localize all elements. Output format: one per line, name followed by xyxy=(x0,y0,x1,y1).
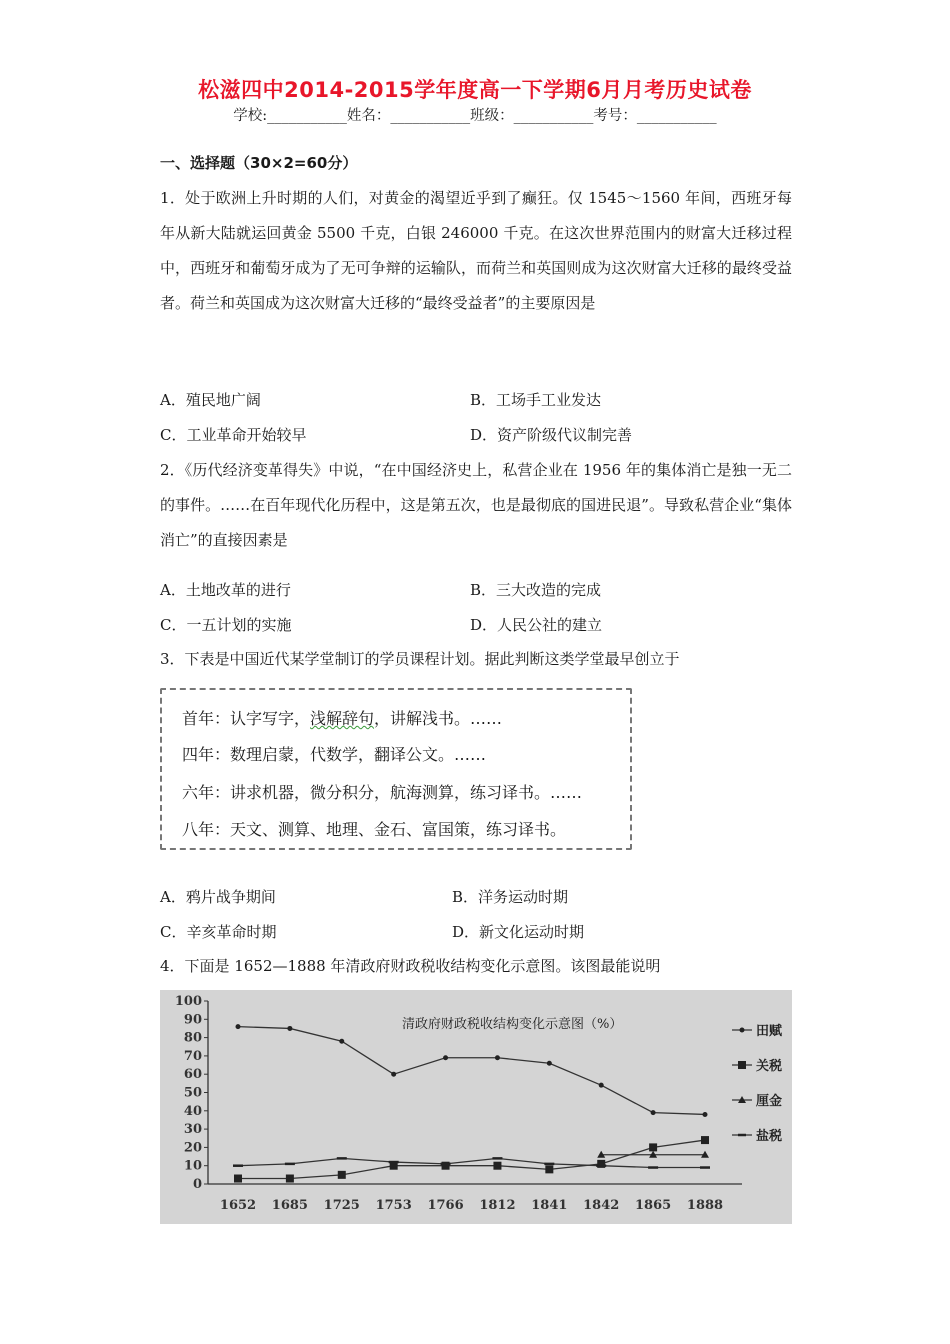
x-tick-label: 1842 xyxy=(583,1198,620,1213)
data-point xyxy=(234,1175,242,1183)
legend-label: 关税 xyxy=(756,1059,783,1074)
x-tick-label: 1725 xyxy=(323,1198,360,1213)
data-point xyxy=(495,1055,500,1060)
data-point xyxy=(545,1165,553,1173)
y-tick-label: 40 xyxy=(183,1103,202,1119)
y-tick-label: 30 xyxy=(183,1122,202,1138)
legend-label: 厘金 xyxy=(756,1094,783,1109)
data-point xyxy=(547,1061,552,1066)
series-line-2 xyxy=(238,1140,705,1178)
curriculum-year-1-part2: 浅解辞句 xyxy=(310,709,375,728)
curriculum-table xyxy=(160,688,632,850)
data-point xyxy=(339,1039,344,1044)
x-tick-label: 1812 xyxy=(479,1198,516,1213)
q1-option-d: D．资产阶级代议制完善 xyxy=(470,426,633,444)
y-tick-label: 10 xyxy=(183,1158,202,1174)
x-tick-label: 1685 xyxy=(271,1198,308,1213)
q2-stem: 2．《历代经济变革得失》中说，“在中国经济史上，私营企业在 1956 年的集体消亡是独一无二的事件。……在百年现代化历程中，这是第五次，也是最彻底的国进民退”。导致私营企业“集体消亡”的直接因素是 xyxy=(160,461,792,549)
x-tick-label: 1766 xyxy=(427,1198,464,1213)
data-point xyxy=(443,1055,448,1060)
q1-option-b: B．工场手工业发达 xyxy=(470,391,602,409)
q2-option-b: B．三大改造的完成 xyxy=(470,581,602,599)
y-tick-label: 20 xyxy=(183,1140,202,1156)
y-tick-label: 70 xyxy=(183,1048,202,1064)
data-point xyxy=(701,1136,709,1144)
q1-stem: 1．处于欧洲上升时期的人们，对黄金的渴望近乎到了癫狂。仅 1545～1560 年间，西班牙每年从新大陆就运回黄金 5500 千克，白银 246000 千克。在这次世界范围内的财富大迁移过程中，西班牙和葡萄牙成为了无可争辩的运输队，而荷兰和英国则成为这次财富大迁移的最终受益者。荷兰和英国成为这次财富大迁移的“最终受益者”的主要原因是 xyxy=(160,189,792,312)
x-tick-label: 1652 xyxy=(219,1198,257,1213)
data-point xyxy=(391,1072,396,1077)
series-line-1 xyxy=(238,1027,705,1115)
q2-option-a: A．土地改革的进行 xyxy=(160,581,291,599)
y-tick-label: 80 xyxy=(183,1030,202,1046)
curriculum-year-1-part1: 首年：认字写字， xyxy=(182,709,311,728)
curriculum-year-1 xyxy=(182,706,502,729)
q3-option-b: B．洋务运动时期 xyxy=(452,888,569,906)
legend-marker xyxy=(740,1028,745,1033)
tax-structure-chart-svg xyxy=(160,990,792,1224)
y-tick-label: 50 xyxy=(183,1085,202,1101)
data-point xyxy=(599,1083,604,1088)
legend-marker xyxy=(738,1061,746,1069)
legend-label: 田赋 xyxy=(756,1024,783,1039)
q2-option-c: C．一五计划的实施 xyxy=(160,616,292,634)
y-tick-label: 0 xyxy=(192,1177,202,1192)
x-tick-label: 1753 xyxy=(375,1198,412,1213)
curriculum-year-8: 八年：天文、测算、地理、金石、富国策，练习译书。 xyxy=(182,820,567,839)
curriculum-year-1-part3: ，讲解浅书。…… xyxy=(374,709,503,728)
y-tick-label: 60 xyxy=(183,1067,202,1083)
curriculum-year-4: 四年：数理启蒙，代数学，翻译公文。…… xyxy=(182,745,487,764)
data-point xyxy=(287,1026,292,1031)
y-tick-label: 100 xyxy=(174,994,202,1009)
legend-label: 盐税 xyxy=(756,1129,783,1144)
y-tick-label: 90 xyxy=(183,1012,202,1028)
q3-stem: 3．下表是中国近代某学堂制订的学员课程计划。据此判断这类学堂最早创立于 xyxy=(160,650,680,668)
q2-option-d: D．人民公社的建立 xyxy=(470,616,603,634)
data-point xyxy=(286,1175,294,1183)
data-point xyxy=(493,1162,501,1170)
data-point xyxy=(703,1112,708,1117)
q1-option-c: C．工业革命开始较早 xyxy=(160,426,307,444)
data-point xyxy=(236,1024,241,1029)
tax-structure-chart xyxy=(160,990,792,1224)
data-point xyxy=(338,1171,346,1179)
q3-option-a: A．鸦片战争期间 xyxy=(160,888,276,906)
section-heading: 一、选择题（30×2=60分） xyxy=(160,154,358,172)
page-title: 松滋四中2014-2015学年度高一下学期6月月考历史试卷 xyxy=(198,78,752,102)
chart-title: 清政府财政税收结构变化示意图（%） xyxy=(402,1017,623,1032)
q1-option-a: A．殖民地广阔 xyxy=(160,391,261,409)
q4-stem: 4．下面是 1652—1888 年清政府财政税收结构变化示意图。该图最能说明 xyxy=(160,957,661,975)
curriculum-year-6: 六年：讲求机器，微分积分，航海测算，练习译书。…… xyxy=(182,783,583,802)
q3-option-c: C．辛亥革命时期 xyxy=(160,923,277,941)
x-tick-label: 1865 xyxy=(635,1198,672,1213)
data-point xyxy=(651,1110,656,1115)
data-point xyxy=(649,1143,657,1151)
q3-option-d: D．新文化运动时期 xyxy=(452,923,585,941)
x-tick-label: 1841 xyxy=(531,1198,568,1213)
x-tick-label: 1888 xyxy=(686,1198,724,1213)
student-info-line: 学校:___________姓名：___________班级：___________考号：___________ xyxy=(233,108,717,124)
